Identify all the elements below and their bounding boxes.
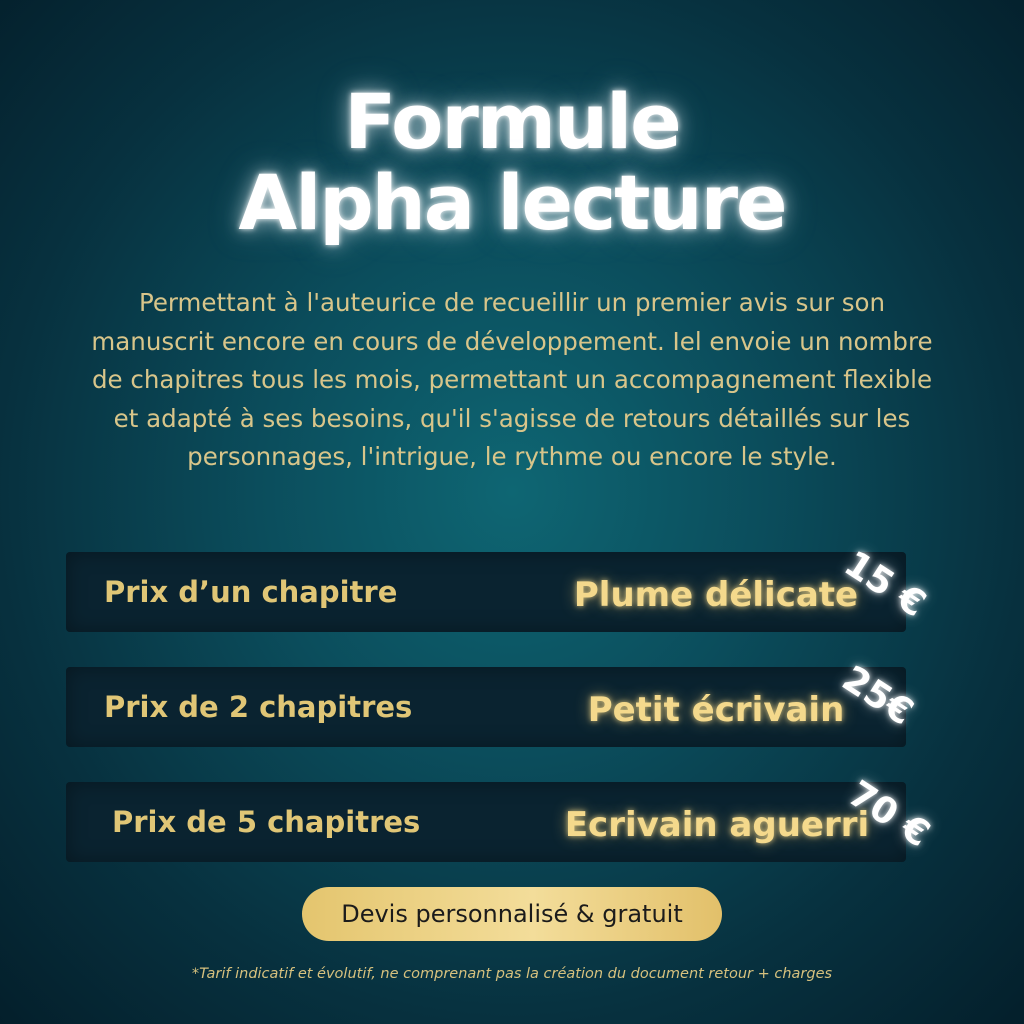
offer-name: Petit écrivain bbox=[587, 690, 845, 730]
offer-price: 15 € bbox=[836, 543, 933, 626]
offer-label: Prix d’un chapitre bbox=[104, 575, 398, 609]
title-line-2: Alpha lecture bbox=[238, 158, 786, 247]
offer-row bbox=[66, 667, 906, 747]
quote-button[interactable]: Devis personnalisé & gratuit bbox=[302, 887, 722, 941]
offer-row bbox=[66, 782, 906, 862]
offer-name: Plume délicate bbox=[573, 575, 859, 615]
description: Permettant à l'auteurice de recueillir un premier avis sur son manuscrit encore en cours de développement. Iel envoie un nombre de chapitres tous les mois, permettant un accompagnement flexible et adapté à ses besoins, qu'il s'agisse de retours détaillés sur les personnages, l'intrigue, le rythme ou encore le style. bbox=[91, 288, 933, 471]
offer-label: Prix de 5 chapitres bbox=[112, 805, 421, 839]
title-line-1: Formule bbox=[344, 77, 680, 166]
offer-price: 70 € bbox=[840, 773, 937, 856]
footnote: *Tarif indicatif et évolutif, ne comprenant pas la création du document retour + charges bbox=[191, 966, 833, 982]
offer-row bbox=[66, 552, 906, 632]
offer-price: 25€ bbox=[834, 658, 921, 734]
offer-label: Prix de 2 chapitres bbox=[104, 690, 413, 724]
offer-name: Ecrivain aguerri bbox=[564, 805, 870, 845]
